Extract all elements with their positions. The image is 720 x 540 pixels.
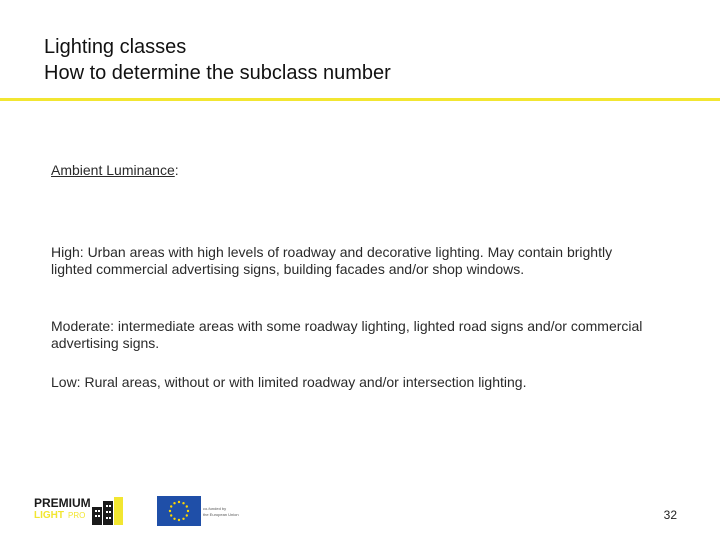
eu-star — [182, 518, 184, 520]
eu-funding-text — [203, 506, 239, 518]
eu-text-line-2: the European Union — [203, 512, 239, 517]
eu-star — [170, 514, 172, 516]
page-number: 32 — [663, 508, 677, 522]
eu-star — [187, 510, 189, 512]
paragraph-low: Low: Rural areas, without or with limited roadway and/or intersection lighting. — [51, 374, 527, 390]
title-divider — [0, 98, 720, 101]
eu-star — [170, 505, 172, 507]
section-heading — [51, 162, 651, 179]
logo-text-pro: PRO — [68, 511, 86, 520]
paragraph-moderate: Moderate: intermediate areas with some roadway lighting, lighted road signs and/or commercial advertising signs. — [51, 318, 643, 351]
eu-flag-icon — [157, 496, 201, 526]
heading-text: Ambient Luminance — [51, 162, 175, 178]
eu-star — [178, 501, 180, 503]
building-icon — [92, 497, 123, 525]
eu-star — [173, 518, 175, 520]
paragraph-high: High: Urban areas with high levels of roadway and decorative lighting. May contain brightly lighted commercial advertising signs, building facades and/or shop windows. — [51, 244, 613, 277]
slide-title — [44, 34, 391, 86]
premium-light-pro-logo — [34, 493, 126, 527]
eu-text-line-1: co-funded by — [203, 506, 227, 511]
eu-star — [169, 510, 171, 512]
heading-colon: : — [174, 162, 179, 178]
title-line-1: Lighting classes — [44, 36, 187, 58]
logo-text-premium: PREMIUM — [34, 496, 91, 510]
eu-star — [178, 519, 180, 521]
eu-funding-badge — [157, 496, 239, 526]
eu-star — [186, 505, 188, 507]
eu-star — [173, 502, 175, 504]
eu-star — [182, 502, 184, 504]
title-line-2: How to determine the subclass number — [44, 62, 391, 84]
logo-text-light: LIGHT — [34, 510, 64, 521]
eu-star — [186, 514, 188, 516]
